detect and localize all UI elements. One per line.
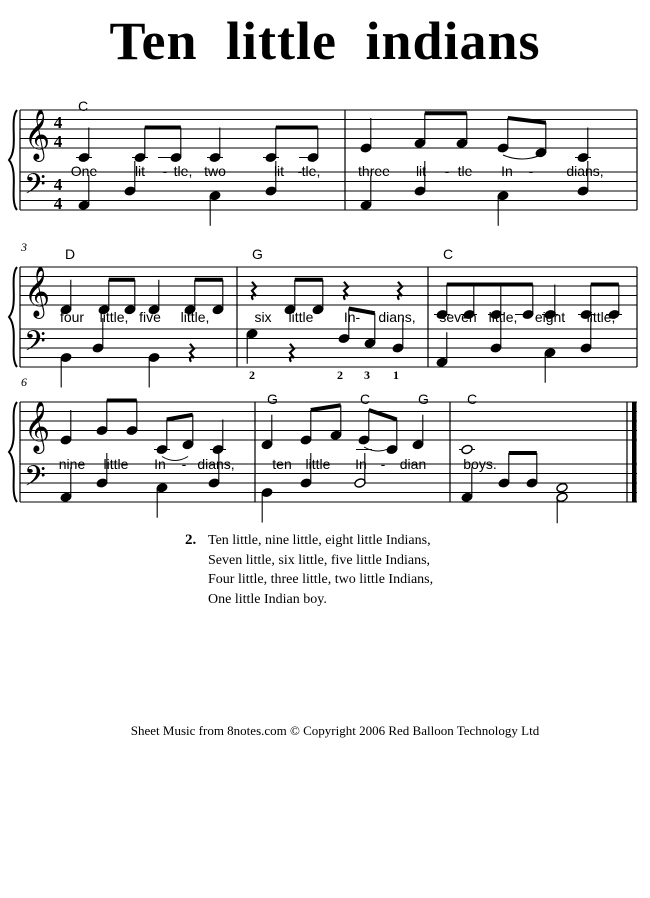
note-beam xyxy=(508,118,546,123)
fingering-number: 2 xyxy=(249,368,255,382)
verse-line: Four little, three little, two little Indians, xyxy=(208,572,434,587)
lyric-syllable: One xyxy=(70,163,98,179)
chord-symbol: C xyxy=(467,391,478,407)
lyric-syllable: little xyxy=(103,456,129,472)
chord-symbol: G xyxy=(252,246,263,262)
lyric-syllable: tle, xyxy=(173,163,193,179)
lyric-syllable: In- xyxy=(343,309,361,325)
treble-clef-icon: 𝄞 xyxy=(24,401,51,452)
lyric-syllable: little xyxy=(288,309,314,325)
quarter-rest xyxy=(190,344,194,362)
lyric-syllable: little xyxy=(305,456,331,472)
lyric-syllable: lit xyxy=(415,163,427,179)
measure-number: 6 xyxy=(21,375,27,389)
quarter-rest xyxy=(252,282,256,300)
lyric-syllable: four xyxy=(59,309,85,325)
chord-symbol: C xyxy=(443,246,454,262)
slur xyxy=(503,155,541,159)
lyric-syllable: nine xyxy=(58,456,86,472)
lyric-syllable: tle, xyxy=(301,163,321,179)
lyric-syllable: - xyxy=(162,163,168,179)
bass-clef-icon: 𝄢 xyxy=(24,460,46,500)
lyric-syllable: dians, xyxy=(378,309,416,325)
quarter-rest xyxy=(344,282,348,300)
verse-line: One little Indian boy. xyxy=(208,591,327,607)
lyric-syllable: dians, xyxy=(566,163,604,179)
lyric-syllable: lit xyxy=(273,163,285,179)
grand-staff-brace xyxy=(9,267,17,367)
lyric-syllable: In xyxy=(501,163,513,179)
note-beam xyxy=(167,415,193,420)
chord-symbol: D xyxy=(65,246,76,262)
lyric-syllable: dians, xyxy=(197,456,235,472)
note-beam xyxy=(311,405,341,410)
lyric-syllable: little, xyxy=(488,309,518,325)
lyric-syllable: five xyxy=(139,309,161,325)
fingering-number: 1 xyxy=(393,368,399,382)
lyric-syllable: little, xyxy=(99,309,129,325)
lyric-syllable: - xyxy=(380,456,386,472)
copyright-footer: Sheet Music from 8notes.com © Copyright 2006 Red Balloon Technology Ltd xyxy=(130,723,540,738)
chord-symbol: C xyxy=(360,391,371,407)
bass-clef-icon: 𝄢 xyxy=(24,325,46,365)
lyric-syllable: - xyxy=(297,163,303,179)
lyric-syllable: little, xyxy=(180,309,210,325)
treble-clef-icon: 𝄞 xyxy=(24,266,51,317)
time-signature-top: 4 xyxy=(53,113,63,132)
measure-number: 3 xyxy=(21,240,27,254)
treble-clef-icon: 𝄞 xyxy=(24,109,51,160)
time-signature-bottom: 4 xyxy=(53,194,63,213)
lyric-syllable: ten xyxy=(272,456,292,472)
lyric-syllable: two xyxy=(204,163,226,179)
lyric-syllable: dian xyxy=(399,456,427,472)
lyric-syllable: three xyxy=(358,163,390,179)
page-title: Ten little indians xyxy=(109,11,541,71)
chord-symbol: C xyxy=(78,98,89,114)
lyric-syllable: In xyxy=(355,456,367,472)
quarter-rest xyxy=(398,282,402,300)
lyric-syllable: - xyxy=(528,163,534,179)
lyric-syllable: - xyxy=(181,456,187,472)
lyric-syllable: - xyxy=(444,163,450,179)
lyric-syllable: eight xyxy=(534,309,566,325)
grand-staff-brace xyxy=(9,110,17,210)
verse-line: Ten little, nine little, eight little Indians, xyxy=(208,533,431,548)
lyric-syllable: six xyxy=(254,309,272,325)
chord-symbol: G xyxy=(267,391,278,407)
time-signature-bottom: 4 xyxy=(53,132,63,151)
lyric-syllable: lit xyxy=(134,163,146,179)
grand-staff-brace xyxy=(9,402,17,502)
lyric-syllable: seven xyxy=(439,309,477,325)
note-head xyxy=(556,482,568,493)
verse-number: 2. xyxy=(185,532,197,548)
final-barline-thick xyxy=(632,402,637,502)
chord-symbol: G xyxy=(418,391,429,407)
lyric-syllable: tle xyxy=(457,163,473,179)
note-head xyxy=(461,444,473,455)
lyric-syllable: boys. xyxy=(463,456,497,472)
quarter-rest xyxy=(290,344,294,362)
lyric-syllable: little, xyxy=(586,309,616,325)
lyric-syllable: In xyxy=(154,456,166,472)
bass-clef-icon: 𝄢 xyxy=(24,168,46,208)
fingering-number: 2 xyxy=(337,368,343,382)
verse-line: Seven little, six little, five little Indians, xyxy=(208,552,431,568)
verse-block xyxy=(185,531,433,609)
fingering-number: 3 xyxy=(364,368,370,382)
time-signature-top: 4 xyxy=(53,175,63,194)
